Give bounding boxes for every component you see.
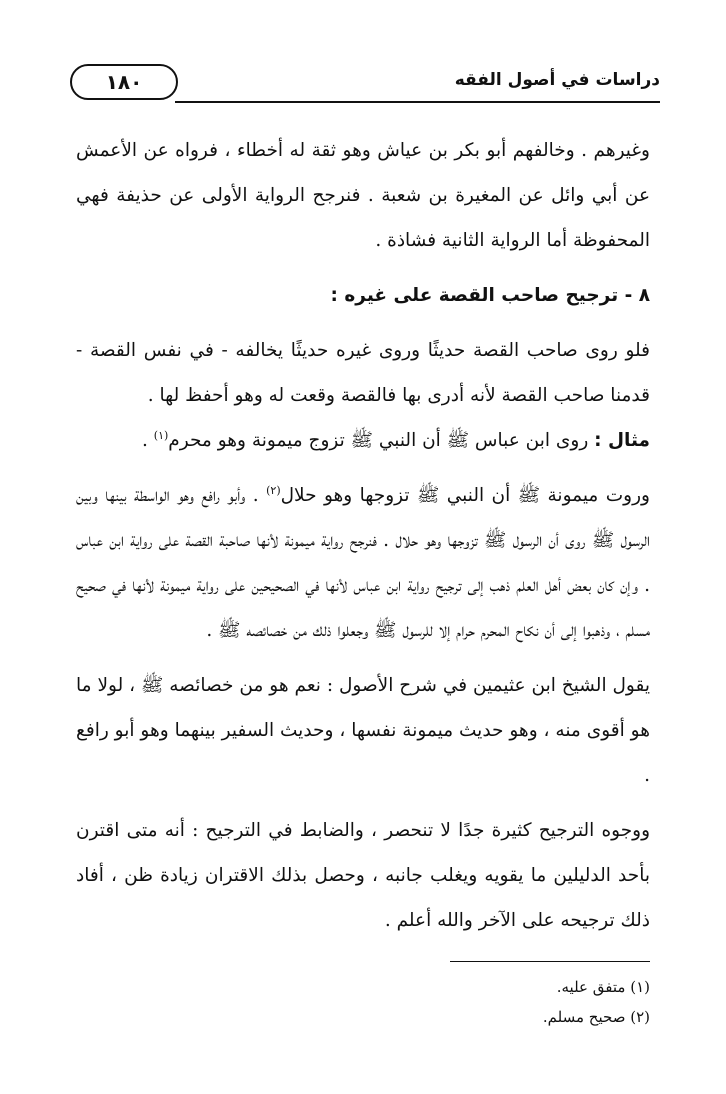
running-title: دراسات في أصول الفقه bbox=[454, 70, 660, 90]
footnote-2 bbox=[543, 1002, 650, 1032]
page-number-badge bbox=[70, 64, 178, 100]
page-number: ١٨٠ bbox=[105, 70, 143, 94]
spacer bbox=[76, 653, 650, 663]
footnotes bbox=[543, 972, 650, 1032]
example-label: مثال : bbox=[594, 430, 650, 451]
page-header bbox=[70, 62, 660, 104]
paragraph-3 bbox=[76, 473, 650, 653]
paragraph-3-start: وروت ميمونة ﷺ أن النبي ﷺ تزوجها وهو حلال bbox=[280, 485, 650, 506]
footnote-ref-2[interactable]: (٢) bbox=[266, 483, 281, 497]
paragraph-3-rest: . وأبو رافع وهو الواسطة بينها وبين الرسول ﷺ روى أن الرسول ﷺ تزوجها وهو حلال . فنرجح رواية ميمونة لأنها صاحبة القصة على رواية ابن عباس . وإن كان بعض أهل العلم ذهب إلى ترجيح رواية ابن عباس لأنها في الصحيحين على رواية ميمونة لأنها في صحيح مسلم ، وذهبوا إلى أن نكاح المحرم حرام إلا للرسول ﷺ وجعلوا ذلك من خصائصه ﷺ . bbox=[76, 485, 650, 641]
footnote-1-text: متفق عليه. bbox=[556, 978, 626, 996]
footnote-ref-1[interactable]: (١) bbox=[153, 428, 169, 442]
spacer bbox=[76, 463, 650, 473]
footnote-rule bbox=[450, 961, 650, 962]
main-text bbox=[76, 128, 650, 943]
spacer bbox=[76, 798, 650, 808]
footnote-2-text: صحيح مسلم. bbox=[542, 1008, 626, 1026]
header-rule bbox=[175, 101, 660, 103]
paragraph-5: ووجوه الترجيح كثيرة جدًا لا تنحصر ، والضابط في الترجيح : أنه متى اقترن بأحد الدليلين ما يقويه ويغلب جانبه ، وحصل بذلك الاقتران زيادة ظن ، أفاد ذلك ترجيحه على الآخر والله أعلم . bbox=[76, 820, 650, 931]
paragraph-2: فلو روى صاحب القصة حديثًا وروى غيره حديثًا يخالفه - في نفس القصة - قدمنا صاحب القصة لأنه أدرى بها فالقصة وقعت له وهو أحفظ لها . مثال : روى ابن عباس ﷺ أن النبي ﷺ تزوج ميمونة وهو محرم$^{(١)}$ . bbox=[76, 340, 650, 451]
footnote-1-num: (١) bbox=[630, 978, 650, 996]
footnote-2-num: (٢) bbox=[630, 1008, 650, 1026]
paragraph-1: وغيرهم . وخالفهم أبو بكر بن عياش وهو ثقة له أخطاء ، فرواه عن الأعمش عن أبي وائل عن المغيرة بن شعبة . فنرجح الرواية الأولى عن حذيفة فهي المحفوظة أما الرواية الثانية فشاذة . bbox=[76, 140, 650, 251]
paragraph-2-text: فلو روى صاحب القصة حديثًا وروى غيره حديثًا يخالفه - في نفس القصة - قدمنا صاحب القصة لأنه أدرى بها فالقصة وقعت له وهو أحفظ لها . bbox=[76, 340, 650, 406]
section-heading: ٨ - ترجيح صاحب القصة على غيره : bbox=[330, 285, 650, 306]
footnote-1 bbox=[543, 972, 650, 1002]
spacer bbox=[76, 263, 650, 273]
paragraph-4: يقول الشيخ ابن عثيمين في شرح الأصول : نعم هو من خصائصه ﷺ ، لولا ما هو أقوى منه ، وهو حديث ميمونة نفسها ، وحديث السفير بينهما وهو أبو رافع . bbox=[76, 675, 650, 786]
example-text: روى ابن عباس ﷺ أن النبي ﷺ تزوج ميمونة وهو محرم bbox=[168, 430, 589, 451]
spacer bbox=[76, 318, 650, 328]
